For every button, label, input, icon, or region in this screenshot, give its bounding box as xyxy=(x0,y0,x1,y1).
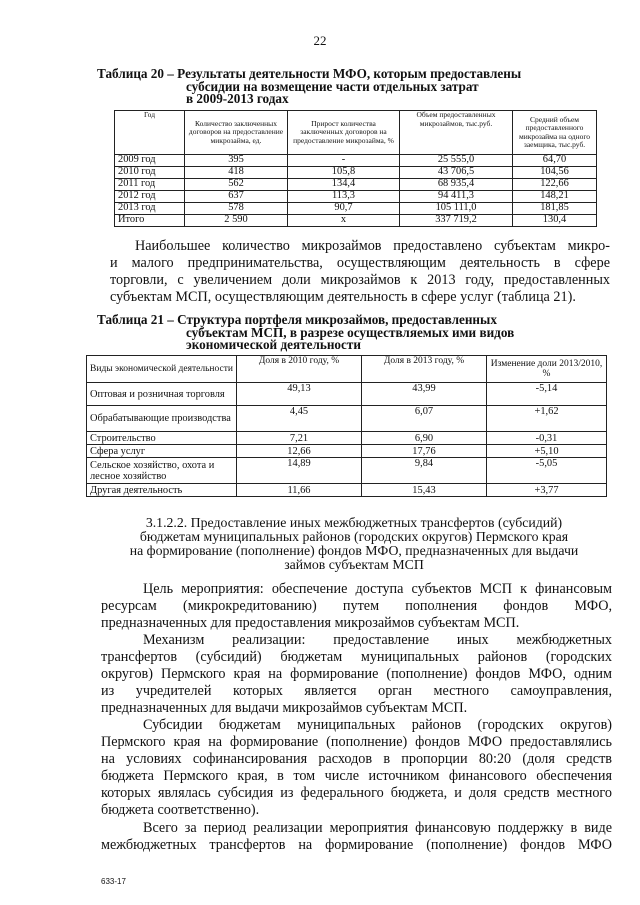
page-number: 22 xyxy=(313,33,327,48)
table20-cell: 2009 год xyxy=(115,155,185,167)
paragraph-line: торговли, с увеличением доли микрозаймов к 2013 году, предоставленных xyxy=(110,272,610,288)
table20-cell: 104,56 xyxy=(513,167,597,179)
table21-cell: Оптовая и розничная торговля xyxy=(87,383,237,406)
table20-header: Прирост количества заключенных договоров на предоставление микрозайма, % xyxy=(288,111,400,155)
paragraph-line: бюджета Пермского края, в том числе источником финансового обеспечения xyxy=(101,768,612,784)
table21-cell: Обрабатывающие производства xyxy=(87,406,237,432)
paragraph-line: на условиях софинансирования расходов в пропорции 80:20 (доля средств xyxy=(101,751,612,767)
table21-cell: +5,10 xyxy=(487,445,607,458)
table21-header: Изменение доли 2013/2010, % xyxy=(487,356,607,383)
table-row xyxy=(87,432,607,445)
table-row xyxy=(115,167,597,179)
table20-cell: x xyxy=(288,215,400,227)
table21-cell: +1,62 xyxy=(487,406,607,432)
section-heading-line: займов субъектам МСП xyxy=(284,557,424,572)
table20-cell: 418 xyxy=(185,167,288,179)
paragraph-line: Всего за период реализации мероприятия финансовую поддержку в виде xyxy=(143,820,612,836)
table-row xyxy=(87,406,607,432)
table20-cell: 2013 год xyxy=(115,203,185,215)
table-row xyxy=(115,203,597,215)
footer-code: 633-17 xyxy=(101,877,126,886)
paragraph xyxy=(101,820,612,854)
table20-cell: 64,70 xyxy=(513,155,597,167)
table21-header: Доля в 2013 году, % xyxy=(362,356,487,383)
section-heading-line: на формирование (пополнение) фондов МФО, предназначенных для выдачи xyxy=(129,543,579,558)
table-row xyxy=(87,445,607,458)
table21-cell: 6,90 xyxy=(362,432,487,445)
paragraph xyxy=(110,238,610,306)
table20-cell: 105,8 xyxy=(288,167,400,179)
paragraph-line: Пермского края на формирование (пополнение) фондов МФО предоставлялись xyxy=(101,734,612,750)
table21-cell: Строительство xyxy=(87,432,237,445)
table21-cell: 4,45 xyxy=(237,406,362,432)
table20-cell: Итого xyxy=(115,215,185,227)
table21 xyxy=(86,355,607,497)
table20-cell: 43 706,5 xyxy=(400,167,513,179)
table20-cell: 181,85 xyxy=(513,203,597,215)
table21-cell: 14,89 xyxy=(237,458,362,484)
table21-title-line: экономической деятельности xyxy=(186,337,361,352)
table21-header: Доля в 2010 году, % xyxy=(237,356,362,383)
table21-cell: 17,76 xyxy=(362,445,487,458)
table21-cell: Сельское хозяйство, охота и лесное хозяйство xyxy=(87,458,237,484)
table20-cell: 130,4 xyxy=(513,215,597,227)
paragraph-line: предназначенных для предоставления микрозаймов субъектам МСП. xyxy=(101,615,520,631)
table20-header: Год xyxy=(115,111,185,155)
table20-title-line: в 2009-2013 годах xyxy=(186,91,289,106)
paragraph-line: и малого предпринимательства, осуществляющим деятельность в сфере xyxy=(110,255,610,271)
table21-title-line: субъектам МСП, в разрезе осуществляемых ими видов xyxy=(186,324,515,340)
table21-header: Виды экономической деятельности xyxy=(87,356,237,383)
table21-cell: 7,21 xyxy=(237,432,362,445)
table20-cell: 2010 год xyxy=(115,167,185,179)
table21-title-line: Таблица 21 – Структура портфеля микрозаймов, предоставленных xyxy=(97,312,497,327)
table21-cell: -5,05 xyxy=(487,458,607,484)
table20-cell: 134,4 xyxy=(288,179,400,191)
paragraph xyxy=(101,632,612,717)
paragraph xyxy=(101,717,612,819)
paragraph-line: ресурсам (микрокредитованию) путем пополнения фондов МФО, xyxy=(101,598,612,614)
paragraph-line: субъектам МСП, осуществляющим деятельность в сфере услуг (таблица 21). xyxy=(110,289,576,305)
table20-cell: 113,3 xyxy=(288,191,400,203)
table20-cell: 68 935,4 xyxy=(400,179,513,191)
table-row xyxy=(115,179,597,191)
section-heading-line: 3.1.2.2. Предоставление иных межбюджетных трансфертов (субсидий) xyxy=(145,515,563,530)
table21-cell: 6,07 xyxy=(362,406,487,432)
table-row xyxy=(115,155,597,167)
table20-header: Количество заключенных договоров на предоставление микрозайма, ед. xyxy=(185,111,288,155)
paragraph-line: округов) Пермского края на формирование (пополнение) фондов МФО, одним xyxy=(101,666,612,682)
table21-cell: Сфера услуг xyxy=(87,445,237,458)
paragraph-line: трансфертов (субсидий) бюджетам муниципальных районов (городских xyxy=(101,649,612,665)
table-row xyxy=(115,215,597,227)
table20-cell: 2012 год xyxy=(115,191,185,203)
paragraph-line: которых являлась субсидия из федерального бюджета, и доля средств местного xyxy=(101,785,612,801)
table21-cell: -5,14 xyxy=(487,383,607,406)
table-row xyxy=(87,383,607,406)
section-heading-line: бюджетам муниципальных районов (городских округов) Пермского края xyxy=(139,529,569,544)
table20-cell: 2011 год xyxy=(115,179,185,191)
table21-cell: 15,43 xyxy=(362,484,487,497)
paragraph-line: из учредителей которых является орган местного самоуправления, xyxy=(101,683,612,699)
paragraph-line: Цель мероприятия: обеспечение доступа субъектов МСП к финансовым xyxy=(143,581,612,597)
table21-cell: -0,31 xyxy=(487,432,607,445)
table20-cell: - xyxy=(288,155,400,167)
section-heading xyxy=(0,516,640,572)
table20-title-line: Таблица 20 – Результаты деятельности МФО, которым предоставлены xyxy=(97,66,522,81)
table20-title xyxy=(97,68,567,106)
table20-title-line: субсидии на возмещение части отдельных затрат xyxy=(186,78,479,94)
table20-cell: 105 111,0 xyxy=(400,203,513,215)
table20-cell: 25 555,0 xyxy=(400,155,513,167)
table20 xyxy=(114,110,597,227)
table20-cell: 637 xyxy=(185,191,288,203)
paragraph-line: Механизм реализации: предоставление иных межбюджетных xyxy=(143,632,612,648)
table20-cell: 337 719,2 xyxy=(400,215,513,227)
paragraph-line: бюджета соответственно). xyxy=(101,802,260,818)
table20-cell: 148,21 xyxy=(513,191,597,203)
table21-cell: 43,99 xyxy=(362,383,487,406)
table21-cell: Другая деятельность xyxy=(87,484,237,497)
table20-cell: 90,7 xyxy=(288,203,400,215)
table-row xyxy=(115,191,597,203)
paragraph-line: Наибольшее количество микрозаймов предоставлено субъектам микро- xyxy=(135,238,610,254)
paragraph xyxy=(101,581,612,632)
paragraph-line: Субсидии бюджетам муниципальных районов (городских округов) xyxy=(143,717,612,733)
table20-cell: 122,66 xyxy=(513,179,597,191)
paragraph-line: предназначенных для выдачи микрозаймов субъектам МСП. xyxy=(101,700,468,716)
table21-title xyxy=(97,314,567,352)
paragraph-line: межбюджетных трансфертов на формирование (пополнение) фондов МФО xyxy=(101,837,612,853)
table21-cell: +3,77 xyxy=(487,484,607,497)
table20-header: Объем предоставленных микрозаймов, тыс.руб. xyxy=(400,111,513,155)
table-row xyxy=(87,484,607,497)
table21-cell: 49,13 xyxy=(237,383,362,406)
table21-cell: 12,66 xyxy=(237,445,362,458)
table21-cell: 11,66 xyxy=(237,484,362,497)
table20-cell: 2 590 xyxy=(185,215,288,227)
table20-cell: 395 xyxy=(185,155,288,167)
table20-header: Средний объем предоставленного микрозайма на одного заемщика, тыс.руб. xyxy=(513,111,597,155)
table20-cell: 562 xyxy=(185,179,288,191)
table20-cell: 94 411,3 xyxy=(400,191,513,203)
table-row xyxy=(87,458,607,484)
table20-cell: 578 xyxy=(185,203,288,215)
table21-cell: 9,84 xyxy=(362,458,487,484)
